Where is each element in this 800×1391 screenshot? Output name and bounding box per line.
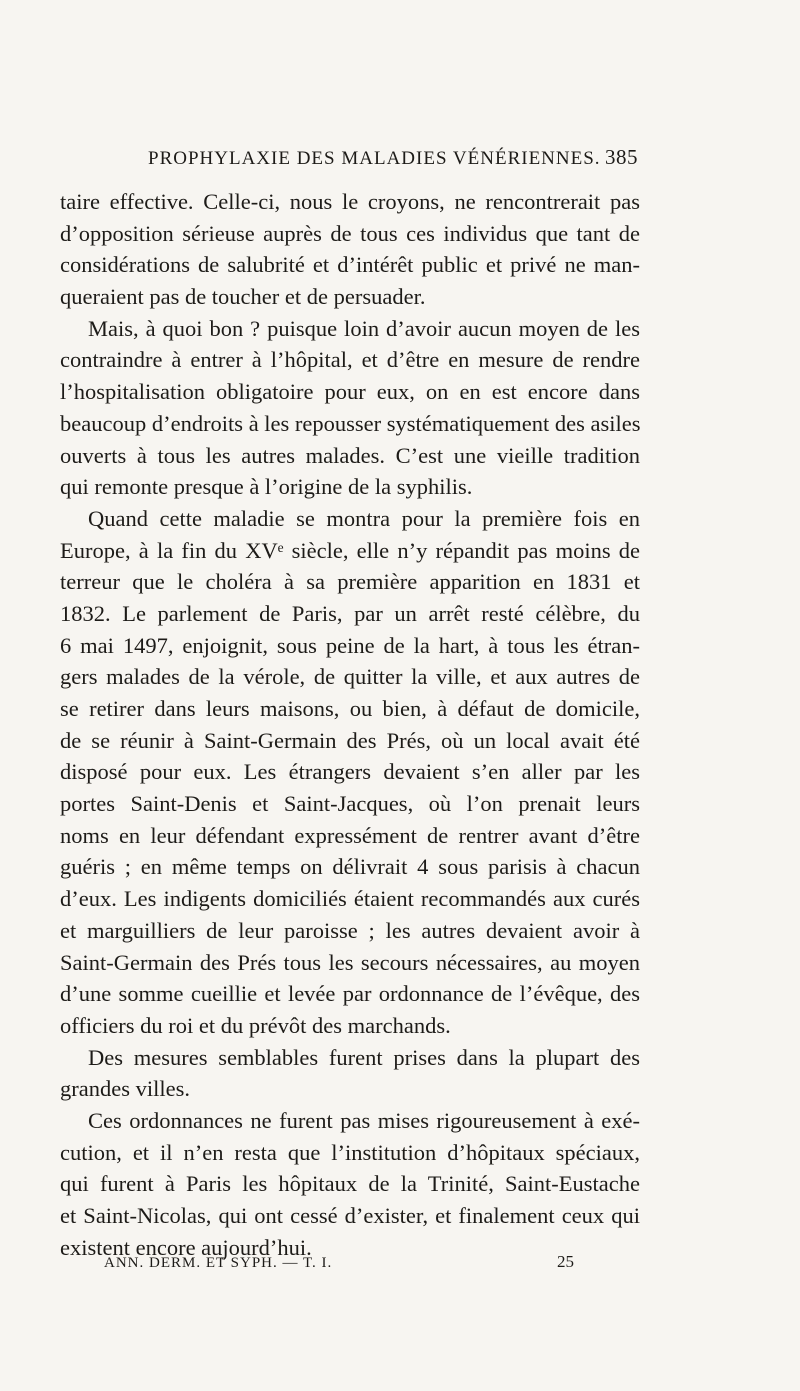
text-line: et marguilliers de leur paroisse ; les autres devaient avoir à [60,917,640,943]
text-line: Mais, à quoi bon ? puisque loin d’avoir aucun moyen de les [88,315,640,341]
text-line: qui remonte presque à l’origine de la syphilis. [60,474,473,500]
text-line: cution, et il n’en resta que l’institution d’hôpitaux spéciaux, [60,1139,640,1165]
text-line: grandes villes. [60,1076,190,1102]
text-line: se retirer dans leurs maisons, ou bien, à défaut de domicile, [60,696,640,721]
page-footer [104,1252,574,1276]
text-line: Europe, à la fin du XVᵉ siècle, elle n’y répandit pas moins de [60,537,640,563]
text-line: terreur que le choléra à sa première apparition en 1831 et [60,569,640,595]
text-line: de se réunir à Saint-Germain des Prés, où un local avait été [60,727,640,753]
signature-mark: 25 [557,1252,574,1271]
text-line: d’une somme cueillie et levée par ordonnance de l’évêque, des [60,981,640,1007]
body-text [60,186,640,1263]
text-line: Quand cette maladie se montra pour la première fois en [88,505,640,531]
text-line: 6 mai 1497, enjoignit, sous peine de la hart, à tous les étran- [60,632,640,658]
text-line: guéris ; en même temps on délivrait 4 sous parisis à chacun [60,854,640,880]
text-line: ouverts à tous les autres malades. C’est une vieille tradition [60,442,640,468]
journal-reference: ANN. DERM. ET SYPH. — T. I. [104,1255,333,1271]
text-line: Saint-Germain des Prés tous les secours nécessaires, au moyen [60,949,640,975]
text-line: Des mesures semblables furent prises dans la plupart des [88,1044,640,1070]
text-line: noms en leur défendant expressément de rentrer avant d’être [60,822,640,848]
text-line: l’hospitalisation obligatoire pour eux, on en est encore dans [60,379,640,405]
page-header [148,145,638,173]
text-line: existent encore aujourd’hui. [60,1234,312,1260]
text-line: disposé pour eux. Les étrangers devaient s’en aller par les [60,759,640,785]
page-number: 385 [605,145,638,169]
text-line: portes Saint-Denis et Saint-Jacques, où l’on prenait leurs [60,791,640,817]
text-line: qui furent à Paris les hôpitaux de la Trinité, Saint-Eustache [60,1171,640,1197]
text-line: queraient pas de toucher et de persuader. [60,284,426,310]
text-line: contraindre à entrer à l’hôpital, et d’être en mesure de rendre [60,347,640,373]
text-line: beaucoup d’endroits à les repousser systématiquement des asiles [60,410,640,436]
running-title: PROPHYLAXIE DES MALADIES VÉNÉRIENNES. [148,148,601,169]
text-line: officiers du roi et du prévôt des marchands. [60,1012,451,1038]
text-line: d’opposition sérieuse auprès de tous ces individus que tant de [60,220,640,246]
text-line: taire effective. Celle-ci, nous le croyons, ne rencontrerait pas [60,189,640,214]
text-line: gers malades de la vérole, de quitter la ville, et aux autres de [60,664,640,690]
text-line: d’eux. Les indigents domiciliés étaient recommandés aux curés [60,886,640,912]
text-line: 1832. Le parlement de Paris, par un arrêt resté célèbre, du [60,600,640,626]
text-line: Ces ordonnances ne furent pas mises rigoureusement à exé- [88,1107,640,1133]
text-line: et Saint-Nicolas, qui ont cessé d’exister, et finalement ceux qui [60,1203,640,1228]
text-line: considérations de salubrité et d’intérêt public et privé ne man- [60,252,640,278]
